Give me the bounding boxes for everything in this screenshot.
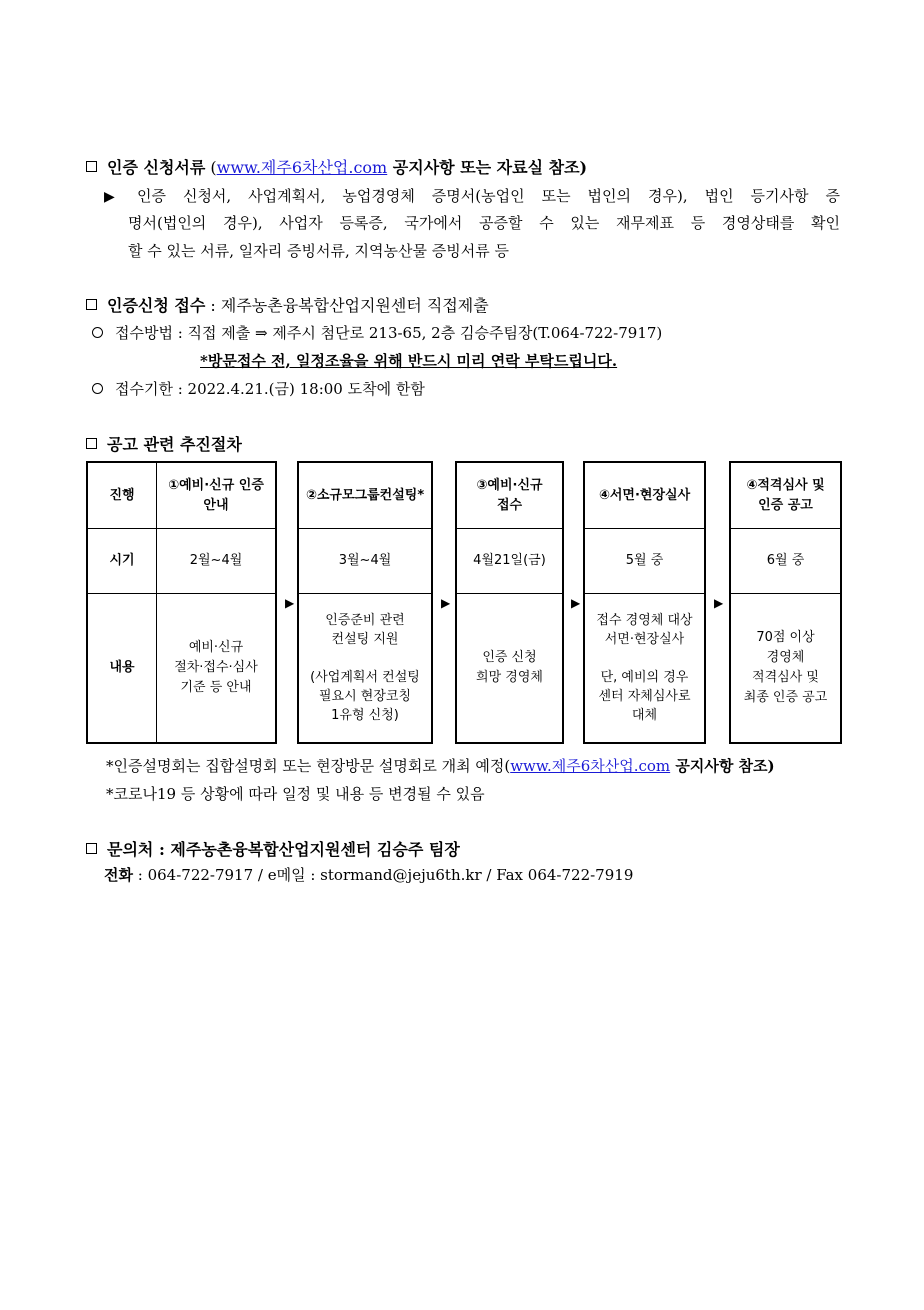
section-submission-heading (86, 293, 489, 316)
procedure-box-4 (583, 461, 706, 744)
contact-line (104, 864, 633, 885)
website-link-text[interactable]: www.제주6차산업.com (216, 158, 388, 177)
section-title: 공고 관련 추진절차 (107, 435, 242, 454)
checkbox-square-icon (86, 299, 97, 310)
website-link[interactable] (510, 757, 670, 775)
step-1-content: 예비·신규 절차·접수·심사 기준 등 안내 (174, 640, 258, 695)
step-4-title: ④서면·현장실사 (598, 487, 691, 503)
documents-line-2: 명서(법인의 경우), 사업자 등록증, 국가에서 공증할 수 있는 재무제표 등 경영상태를 확인 (128, 214, 840, 232)
triangle-bullet-icon: ▶ (104, 189, 127, 205)
step-4-content: 접수 경영체 대상 서면·현장실사 단, 예비의 경우 센터 자체심사로 대체 (596, 613, 693, 723)
step-3-content: 인증 신청 희망 경영체 (476, 650, 543, 685)
submission-deadline-text: 접수기한 : 2022.4.21.(금) 18:00 도착에 한함 (115, 380, 425, 398)
paren-open: ( (205, 158, 217, 177)
documents-line-3: 할 수 있는 서류, 일자리 증빙서류, 지역농산물 증빙서류 등 (128, 242, 509, 260)
procedure-box-1 (86, 461, 277, 744)
section-procedure-heading (86, 432, 242, 455)
step-5-content: 70점 이상 경영체 적격심사 및 최종 인증 공고 (743, 630, 828, 705)
step-3-title: ③예비·신규 접수 (476, 477, 543, 513)
checkbox-square-icon (86, 438, 97, 449)
checkbox-square-icon (86, 161, 97, 172)
procedure-box-3 (455, 461, 564, 744)
documents-text-1: 인증 신청서, 사업계획서, 농업경영체 증명서(농업인 또는 법인의 경우), 법인 등기사항 증 (136, 187, 840, 205)
circle-bullet-icon (92, 383, 103, 394)
step-4-period: 5월 중 (625, 553, 664, 568)
note-1-text: *인증설명회는 집합설명회 또는 현장방문 설명회로 개최 예정( (106, 757, 511, 775)
step-2-content: 인증준비 관련 컨설팅 지원 (사업계획서 컨설팅 필요시 현장코칭 1유형 신청) (310, 613, 420, 723)
step-1-title: ①예비·신규 인증 안내 (168, 477, 264, 513)
section-detail: : 제주농촌융복합산업지원센터 김승주 팀장 (153, 840, 460, 859)
visit-notice: *방문접수 전, 일정조율을 위해 반드시 미리 연락 부탁드립니다. (200, 352, 618, 370)
step-2-title: ②소규모그룹컨설팅* (305, 487, 425, 503)
section-title: 문의처 (107, 840, 154, 859)
section-detail: : 제주농촌융복합산업지원센터 직접제출 (205, 296, 489, 315)
section-title: 인증신청 접수 (107, 296, 206, 315)
contact-details: : 064-722-7917 / e메일 : stormand@jeju6th.kr / Fax 064-722-7919 (132, 866, 634, 884)
arrow-right-icon: ▶ (285, 596, 295, 610)
row-label-content: 내용 (109, 660, 135, 675)
step-5-period: 6월 중 (766, 553, 805, 568)
step-3-period: 4월21일(금) (473, 553, 546, 568)
website-link[interactable] (217, 158, 388, 177)
submission-method-text: 접수방법 : 직접 제출 ⇒ 제주시 첨단로 213-65, 2층 김승주팀장(T.064-722-7917) (115, 324, 663, 342)
contact-label: 전화 (104, 866, 133, 884)
arrow-right-icon: ▶ (441, 596, 451, 610)
procedure-box-2 (297, 461, 433, 744)
arrow-right-icon: ▶ (714, 596, 724, 610)
arrow-right-icon: ▶ (571, 596, 581, 610)
procedure-note-2: *코로나19 등 상황에 따라 일정 및 내용 등 변경될 수 있음 (106, 785, 485, 803)
section-documents-heading (86, 155, 587, 178)
procedure-note-1 (106, 755, 775, 776)
row-label-period: 시기 (109, 553, 135, 568)
circle-bullet-icon (92, 327, 103, 338)
note-1-suffix: 공지사항 참조) (670, 757, 775, 775)
checkbox-square-icon (86, 843, 97, 854)
step-5-title: ④적격심사 및 인증 공고 (746, 477, 825, 513)
submission-method (92, 322, 662, 343)
section-contact-heading (86, 837, 460, 860)
step-1-period: 2월~4월 (189, 553, 243, 568)
step-2-period: 3월~4월 (338, 553, 392, 568)
row-label-progress: 진행 (109, 487, 135, 503)
website-link-text[interactable]: www.제주6차산업.com (510, 757, 671, 775)
submission-deadline (92, 378, 425, 399)
procedure-box-5 (729, 461, 842, 744)
section-title-suffix: 공지사항 또는 자료실 참조) (387, 158, 588, 177)
documents-line-1 (104, 185, 840, 206)
section-title: 인증 신청서류 (107, 158, 206, 177)
